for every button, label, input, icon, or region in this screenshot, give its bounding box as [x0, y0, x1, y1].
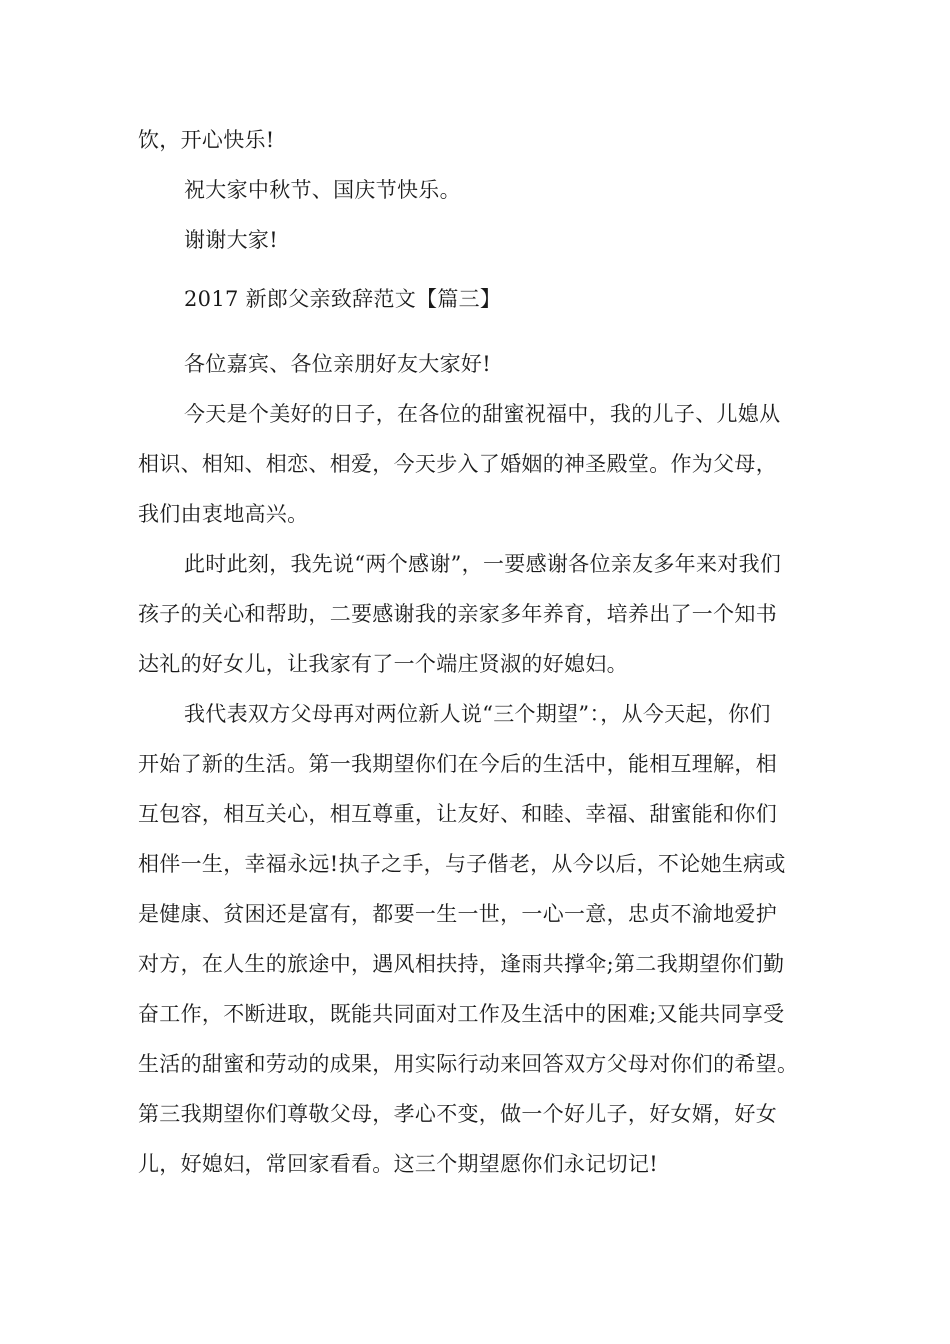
paragraph-line: 儿，好媳妇，常回家看看。这三个期望愿你们永记切记! — [138, 1152, 658, 1176]
paragraph-line: 达礼的好女儿，让我家有了一个端庄贤淑的好媳妇。 — [138, 652, 628, 676]
paragraph-line: 互包容，相互关心，相互尊重，让友好、和睦、幸福、甜蜜能和你们 — [138, 802, 777, 826]
paragraph-line: 对方，在人生的旅途中，遇风相扶持，逢雨共撑伞;第二我期望你们勤 — [138, 952, 785, 976]
paragraph-line: 我代表双方父母再对两位新人说“三个期望”：，从今天起，你们 — [184, 702, 771, 726]
paragraph-line: 第三我期望你们尊敬父母，孝心不变，做一个好儿子，好女婿，好女 — [138, 1102, 777, 1126]
paragraph-line: 相识、相知、相恋、相爱，今天步入了婚姻的神圣殿堂。作为父母， — [138, 452, 777, 476]
paragraph-line: 今天是个美好的日子，在各位的甜蜜祝福中，我的儿子、儿媳从 — [184, 402, 781, 426]
paragraph-line: 相伴一生，幸福永远!执子之手，与子偕老，从今以后，不论她生病或 — [138, 852, 786, 876]
paragraph-line: 是健康、贫困还是富有，都要一生一世，一心一意，忠贞不渝地爱护 — [138, 902, 777, 926]
paragraph-line: 孩子的关心和帮助，二要感谢我的亲家多年养育，培养出了一个知书 — [138, 602, 777, 626]
paragraph-line: 各位嘉宾、各位亲朋好友大家好! — [184, 352, 491, 376]
section-heading: 2017 新郎父亲致辞范文【篇三】 — [184, 287, 502, 311]
paragraph-line: 开始了新的生活。第一我期望你们在今后的生活中，能相互理解，相 — [138, 752, 777, 776]
paragraph-line: 饮，开心快乐! — [138, 128, 275, 152]
paragraph-line: 谢谢大家! — [184, 228, 278, 252]
paragraph-line: 祝大家中秋节、国庆节快乐。 — [184, 178, 461, 202]
paragraph-line: 生活的甜蜜和劳动的成果，用实际行动来回答双方父母对你们的希望。 — [138, 1052, 799, 1076]
paragraph-line: 奋工作，不断进取，既能共同面对工作及生活中的困难;又能共同享受 — [138, 1002, 785, 1026]
paragraph-line: 我们由衷地高兴。 — [138, 502, 309, 526]
paragraph-line: 此时此刻，我先说“两个感谢”，一要感谢各位亲友多年来对我们 — [184, 552, 782, 576]
